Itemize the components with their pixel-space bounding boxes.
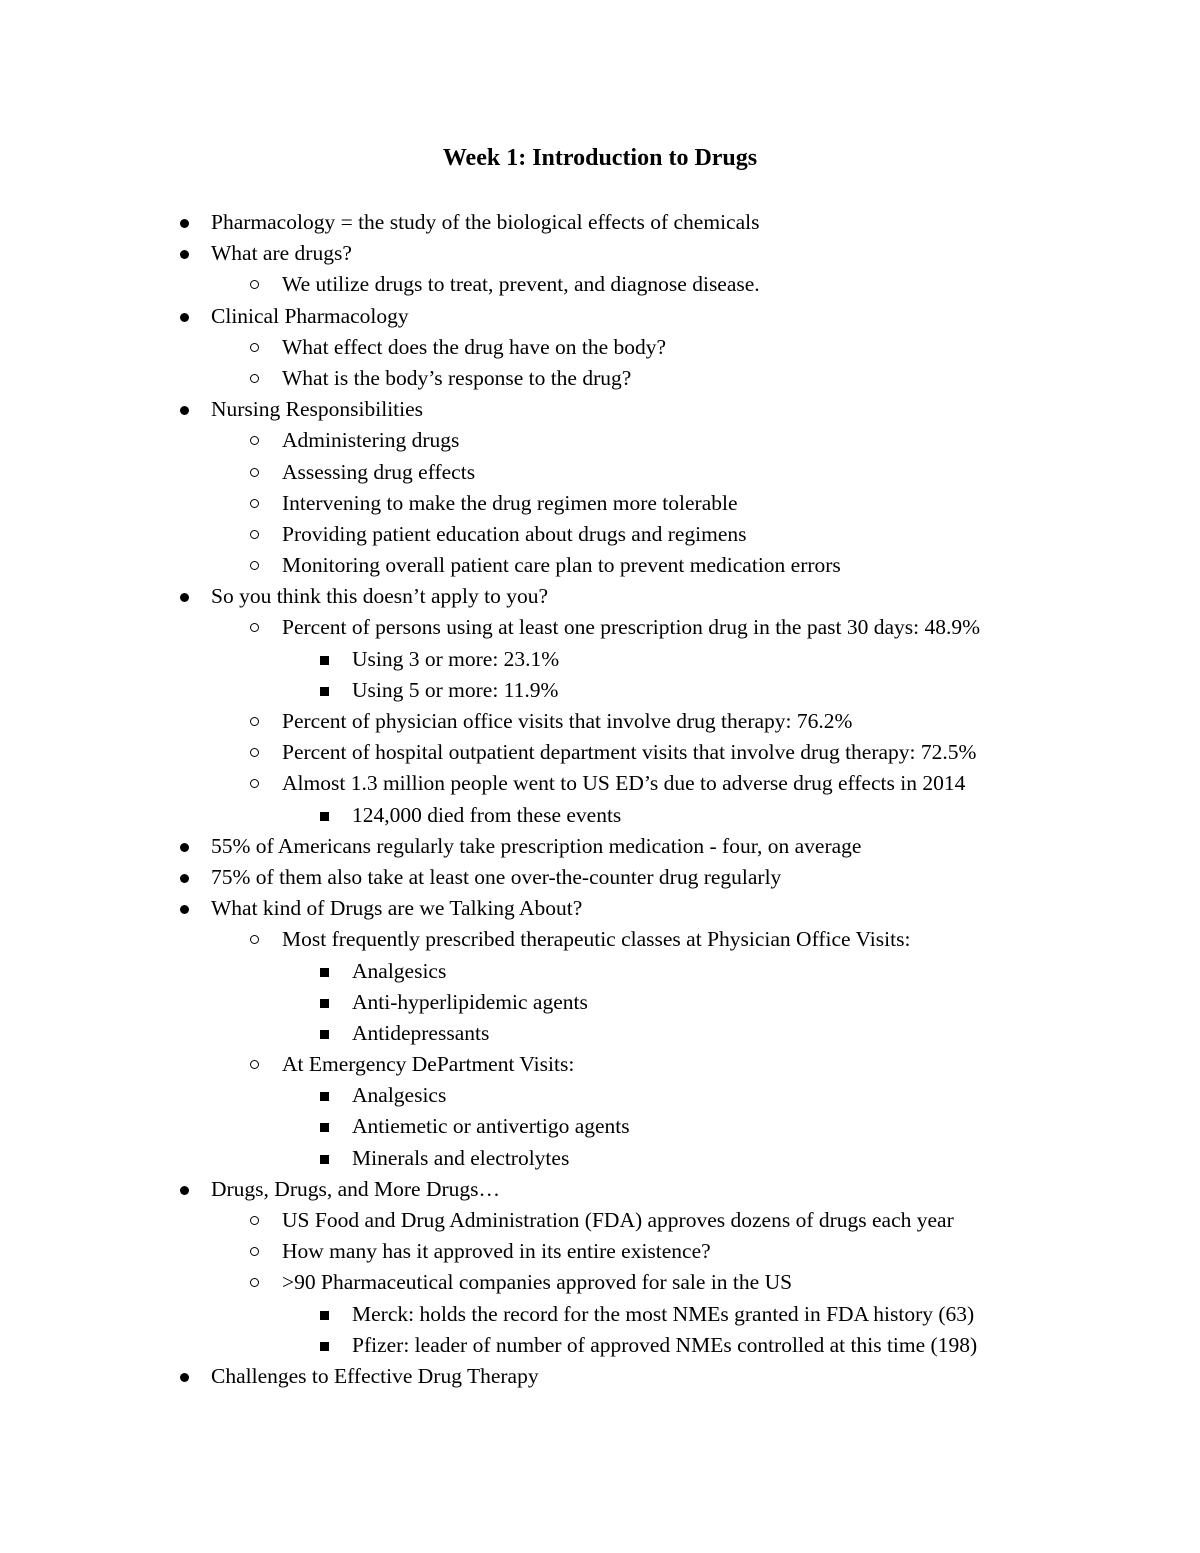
list-item-level-2 — [0, 612, 1200, 643]
list-item-level-1 — [0, 394, 1200, 425]
hollow-circle-bullet-icon — [250, 1278, 259, 1287]
list-item-text: >90 Pharmaceutical companies approved for sale in the US — [282, 1270, 793, 1295]
filled-circle-bullet-icon — [180, 843, 189, 852]
list-item-level-1 — [0, 831, 1200, 862]
list-item-text: Anti-hyperlipidemic agents — [352, 989, 588, 1014]
list-item-level-2 — [0, 706, 1200, 737]
list-item-level-1 — [0, 1174, 1200, 1205]
list-item-text: Pharmacology = the study of the biological effects of chemicals — [211, 210, 760, 234]
list-item-level-2 — [0, 488, 1200, 519]
list-item-level-3 — [0, 800, 1200, 831]
list-item-level-2 — [0, 519, 1200, 550]
list-item-level-3 — [0, 675, 1200, 706]
list-item-level-1 — [0, 581, 1200, 612]
list-item-level-2 — [0, 768, 1200, 799]
list-item-level-2 — [0, 550, 1200, 581]
list-item-text: Antiemetic or antivertigo agents — [352, 1114, 630, 1139]
list-item-text: Administering drugs — [282, 428, 460, 453]
filled-square-bullet-icon — [320, 999, 329, 1008]
list-item-level-2 — [0, 269, 1200, 300]
hollow-circle-bullet-icon — [250, 935, 259, 944]
list-item-text: Analgesics — [352, 1083, 447, 1108]
list-item-text: 75% of them also take at least one over-the-counter drug regularly — [211, 864, 782, 889]
list-item-level-3 — [0, 644, 1200, 675]
list-item-text: Minerals and electrolytes — [352, 1145, 570, 1170]
filled-circle-bullet-icon — [180, 406, 189, 415]
list-item-text: Monitoring overall patient care plan to prevent medication errors — [282, 553, 841, 578]
list-item-text: 124,000 died from these events — [352, 802, 622, 827]
list-item-text: What is the body’s response to the drug? — [282, 365, 632, 390]
hollow-circle-bullet-icon — [250, 1247, 259, 1256]
hollow-circle-bullet-icon — [250, 717, 259, 726]
filled-square-bullet-icon — [320, 687, 329, 696]
list-item-level-3 — [0, 1018, 1200, 1049]
list-item-level-2 — [0, 737, 1200, 768]
bullet-list — [0, 207, 1200, 1392]
list-item-text: Almost 1.3 million people went to US ED’s due to adverse drug effects in 2014 — [282, 771, 966, 796]
page-title: Week 1: Introduction to Drugs — [442, 145, 758, 171]
list-item-text: At Emergency DePartment Visits: — [282, 1052, 575, 1077]
filled-square-bullet-icon — [320, 656, 329, 665]
filled-circle-bullet-icon — [180, 874, 189, 883]
filled-square-bullet-icon — [320, 812, 329, 821]
list-item-text: So you think this doesn’t apply to you? — [211, 584, 549, 609]
list-item-text: US Food and Drug Administration (FDA) approves dozens of drugs each year — [282, 1208, 954, 1232]
list-item-text: Merck: holds the record for the most NMEs granted in FDA history (63) — [352, 1301, 975, 1326]
filled-circle-bullet-icon — [180, 313, 189, 322]
filled-square-bullet-icon — [320, 968, 329, 977]
filled-square-bullet-icon — [320, 1311, 329, 1320]
list-item-level-2 — [0, 332, 1200, 363]
list-item-text: Percent of physician office visits that involve drug therapy: 76.2% — [282, 709, 853, 733]
list-item-text: Intervening to make the drug regimen more tolerable — [282, 490, 738, 515]
list-item-level-2 — [0, 457, 1200, 488]
list-item-text: We utilize drugs to treat, prevent, and diagnose disease. — [282, 272, 760, 297]
list-item-text: Most frequently prescribed therapeutic classes at Physician Office Visits: — [282, 927, 911, 952]
list-item-text: Percent of hospital outpatient department visits that involve drug therapy: 72.5% — [282, 740, 977, 765]
hollow-circle-bullet-icon — [250, 468, 259, 477]
list-item-text: Drugs, Drugs, and More Drugs… — [211, 1176, 501, 1201]
list-item-text: Challenges to Effective Drug Therapy — [211, 1363, 539, 1388]
list-item-text: What are drugs? — [211, 241, 352, 266]
list-item-level-1 — [0, 301, 1200, 332]
filled-square-bullet-icon — [320, 1155, 329, 1164]
list-item-level-2 — [0, 1236, 1200, 1267]
list-item-text: How many has it approved in its entire existence? — [282, 1239, 711, 1264]
filled-square-bullet-icon — [320, 1342, 329, 1351]
hollow-circle-bullet-icon — [250, 779, 259, 788]
list-item-level-2 — [0, 1267, 1200, 1298]
list-item-level-2 — [0, 363, 1200, 394]
filled-circle-bullet-icon — [180, 593, 189, 602]
list-item-level-3 — [0, 1330, 1200, 1361]
hollow-circle-bullet-icon — [250, 374, 259, 383]
hollow-circle-bullet-icon — [250, 436, 259, 445]
list-item-text: Clinical Pharmacology — [211, 303, 409, 328]
list-item-level-1 — [0, 1361, 1200, 1392]
list-item-level-2 — [0, 425, 1200, 456]
list-item-level-2 — [0, 924, 1200, 955]
list-item-level-2 — [0, 1205, 1200, 1236]
list-item-text: Pfizer: leader of number of approved NMEs controlled at this time (198) — [352, 1332, 978, 1357]
hollow-circle-bullet-icon — [250, 748, 259, 757]
filled-square-bullet-icon — [320, 1123, 329, 1132]
list-item-text: Percent of persons using at least one prescription drug in the past 30 days: 48.9% — [282, 615, 981, 640]
list-item-text: Providing patient education about drugs and regimens — [282, 521, 747, 546]
list-item-text: Using 5 or more: 11.9% — [352, 677, 559, 702]
list-item-level-1 — [0, 862, 1200, 893]
list-item-text: Using 3 or more: 23.1% — [352, 646, 560, 671]
filled-circle-bullet-icon — [180, 1186, 189, 1195]
list-item-level-3 — [0, 1143, 1200, 1174]
list-item-level-1 — [0, 238, 1200, 269]
list-item-level-3 — [0, 1080, 1200, 1111]
filled-circle-bullet-icon — [180, 905, 189, 914]
list-item-level-3 — [0, 1299, 1200, 1330]
list-item-text: Nursing Responsibilities — [211, 397, 424, 422]
filled-circle-bullet-icon — [180, 219, 189, 228]
list-item-level-3 — [0, 1111, 1200, 1142]
hollow-circle-bullet-icon — [250, 623, 259, 632]
list-item-text: What kind of Drugs are we Talking About? — [211, 896, 583, 921]
hollow-circle-bullet-icon — [250, 1060, 259, 1069]
list-item-text: Antidepressants — [352, 1020, 490, 1045]
list-item-level-3 — [0, 956, 1200, 987]
list-item-text: What effect does the drug have on the body? — [282, 334, 667, 359]
hollow-circle-bullet-icon — [250, 1216, 259, 1225]
list-item-text: 55% of Americans regularly take prescription medication - four, on average — [211, 833, 862, 858]
list-item-level-2 — [0, 1049, 1200, 1080]
filled-circle-bullet-icon — [180, 250, 189, 259]
hollow-circle-bullet-icon — [250, 530, 259, 539]
list-item-text: Assessing drug effects — [282, 459, 476, 484]
hollow-circle-bullet-icon — [250, 561, 259, 570]
list-item-level-1 — [0, 893, 1200, 924]
filled-square-bullet-icon — [320, 1030, 329, 1039]
list-item-level-1 — [0, 207, 1200, 238]
filled-square-bullet-icon — [320, 1092, 329, 1101]
list-item-level-3 — [0, 987, 1200, 1018]
hollow-circle-bullet-icon — [250, 280, 259, 289]
list-item-text: Analgesics — [352, 958, 447, 983]
hollow-circle-bullet-icon — [250, 499, 259, 508]
hollow-circle-bullet-icon — [250, 343, 259, 352]
filled-circle-bullet-icon — [180, 1373, 189, 1382]
